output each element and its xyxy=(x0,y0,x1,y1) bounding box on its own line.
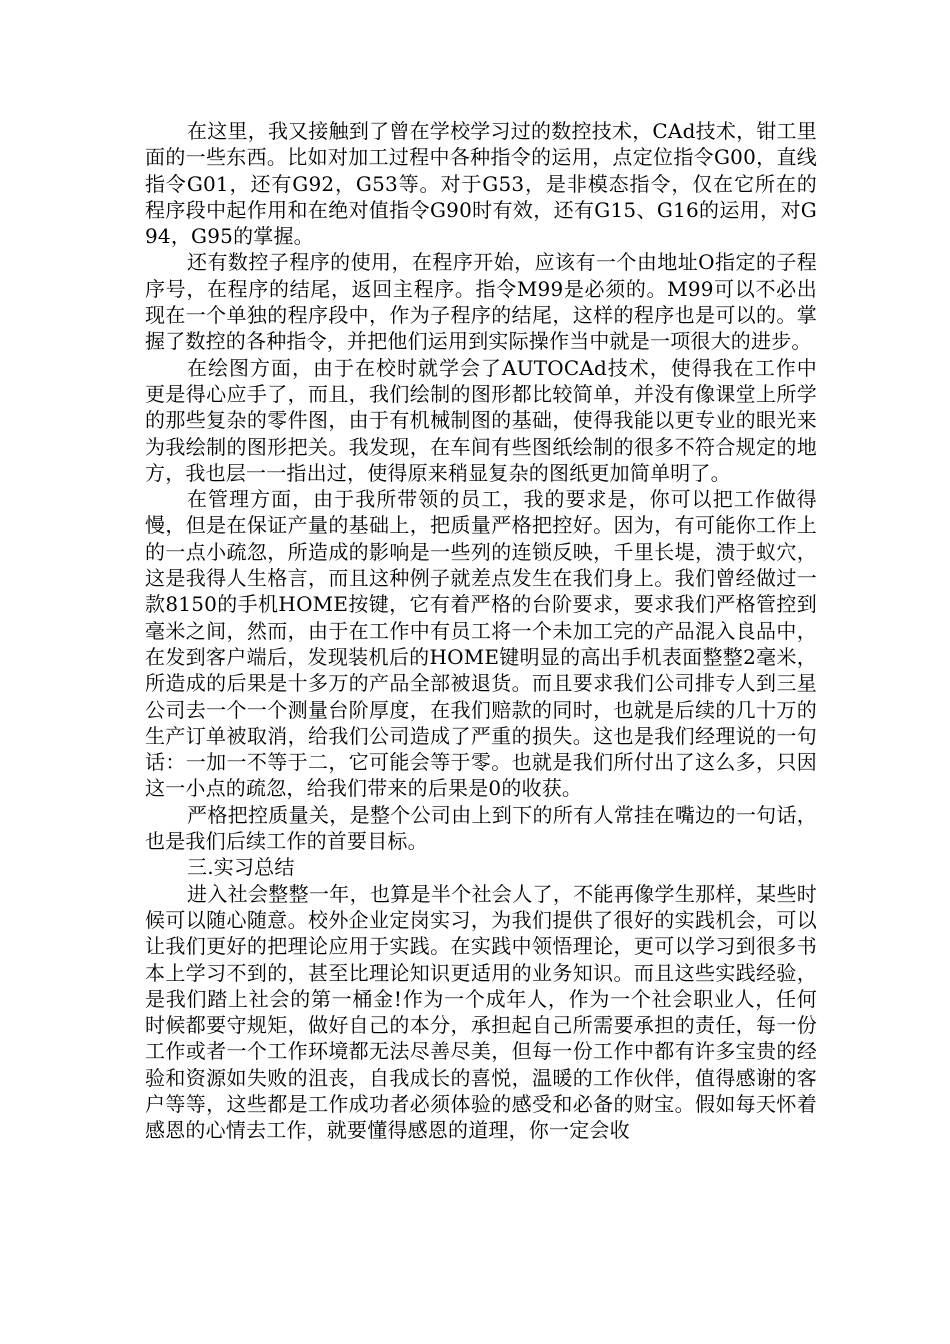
paragraph-management: 在管理方面，由于我所带领的员工，我的要求是，你可以把工作做得慢，但是在保证产量的基础上，把质量严格把控好。因为，有可能你工作上的一点小疏忽，所造成的影响是一些列的连锁反映，千里长堤，溃于蚁穴，这是我得人生格言，而且这种例子就差点发生在我们身上。我们曾经做过一款8150的手机HOME按键，它有着严格的台阶要求，要求我们严格管控到毫米之间，然而，由于在工作中有员工将一个未加工完的产品混入良品中，在发到客户端后，发现装机后的HOME键明显的高出手机表面整整2毫米，所造成的后果是十多万的产品全部被退货。而且要求我们公司排专人到三星公司去一个一个测量台阶厚度，在我们赔款的同时，也就是后续的几十万的生产订单被取消，给我们公司造成了严重的损失。这也是我们经理说的一句话：一加一不等于二，它可能会等于零。也就是我们所付出了这么多，只因这一小点的疏忽，给我们带来的后果是0的收获。 xyxy=(145,487,817,801)
paragraph-internship-summary: 进入社会整整一年，也算是半个社会人了，不能再像学生那样，某些时候可以随心随意。校外企业定岗实习，为我们提供了很好的实践机会，可以让我们更好的把理论应用于实践。在实践中领悟理论，更可以学习到很多书本上学习不到的，甚至比理论知识更适用的业务知识。而且这些实践经验，是我们踏上社会的第一桶金!作为一个成年人，作为一个社会职业人，任何时候都要守规矩，做好自己的本分，承担起自己所需要承担的责任，每一份工作或者一个工作环境都无法尽善尽美，但每一份工作中都有许多宝贵的经验和资源如失败的沮丧，自我成长的喜悦，温暖的工作伙伴，值得感谢的客户等等，这些都是工作成功者必须体验的感受和必备的财宝。假如每天怀着感恩的心情去工作，就要懂得感恩的道理，你一定会收 xyxy=(145,881,817,1143)
paragraph-subprogram: 还有数控子程序的使用，在程序开始，应该有一个由地址O指定的子程序号，在程序的结尾，返回主程序。指令M99是必须的。M99可以不必出现在一个单独的程序段中，作为子程序的结尾，这样的程序也是可以的。掌握了数控的各种指令，并把他们运用到实际操作当中就是一项很大的进步。 xyxy=(145,250,817,354)
paragraph-quality-control: 严格把控质量关，是整个公司由上到下的所有人常挂在嘴边的一句话，也是我们后续工作的首要目标。 xyxy=(145,802,817,854)
document-body xyxy=(145,118,817,1144)
paragraph-drawing: 在绘图方面，由于在校时就学会了AUTOCAd技术，使得我在工作中更是得心应手了，而且，我们绘制的图形都比较简单，并没有像课堂上所学的那些复杂的零件图，由于有机械制图的基础，使得我能以更专业的眼光来为我绘制的图形把关。我发现，在车间有些图纸绘制的很多不符合规定的地方，我也层一一指出过，使得原来稍显复杂的图纸更加简单明了。 xyxy=(145,355,817,485)
section-heading: 三.实习总结 xyxy=(187,855,295,880)
paragraph-cnc-techniques: 在这里，我又接触到了曾在学校学习过的数控技术，CAd技术，钳工里面的一些东西。比如对加工过程中各种指令的运用，点定位指令G00，直线指令G01，还有G92，G53等。对于G53，是非模态指令，仅在它所在的程序段中起作用和在绝对值指令G90时有效，还有G15、G16的运用，对G94，G95的掌握。 xyxy=(145,119,817,249)
